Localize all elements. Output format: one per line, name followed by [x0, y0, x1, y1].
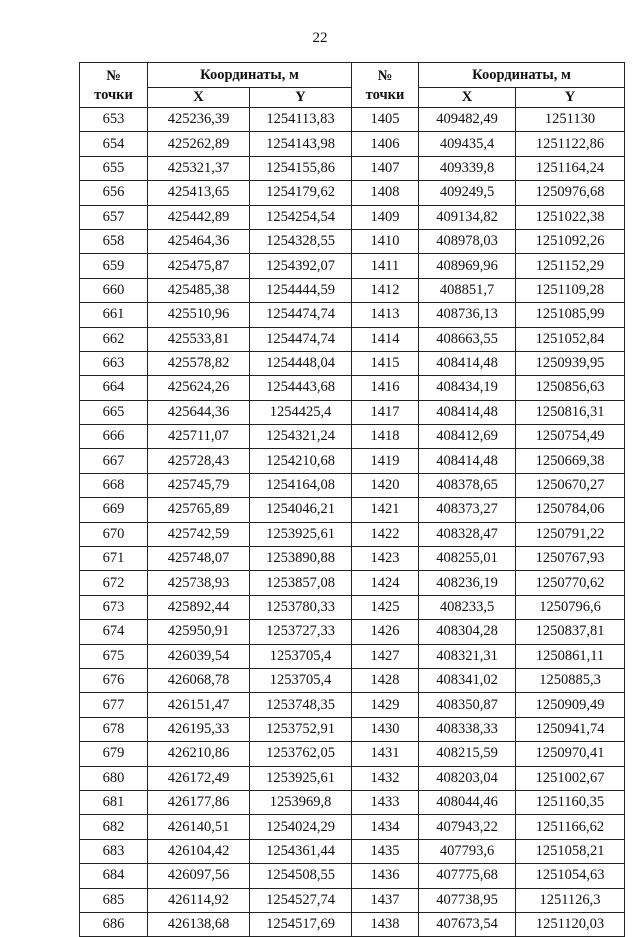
x-coordinate-left: 425236,39	[148, 108, 250, 132]
point-number-right: 1429	[352, 693, 419, 717]
x-coordinate-right: 407943,22	[419, 815, 516, 839]
point-number-left: 663	[80, 351, 148, 375]
y-coordinate-right: 1250861,11	[516, 644, 625, 668]
y-coordinate-right: 1251152,29	[516, 254, 625, 278]
table-row	[80, 912, 625, 936]
point-number-right: 1417	[352, 400, 419, 424]
y-coordinate-left: 1253925,61	[250, 766, 352, 790]
x-coordinate-right: 408373,27	[419, 498, 516, 522]
y-coordinate-left: 1254143,98	[250, 132, 352, 156]
x-coordinate-right: 409435,4	[419, 132, 516, 156]
x-coordinate-left: 425413,65	[148, 181, 250, 205]
point-number-left: 653	[80, 108, 148, 132]
point-number-right: 1409	[352, 205, 419, 229]
x-coordinate-left: 426172,49	[148, 766, 250, 790]
x-header-left: X	[148, 88, 250, 108]
x-coordinate-right: 408304,28	[419, 620, 516, 644]
y-coordinate-left: 1254474,74	[250, 303, 352, 327]
coordinates-table	[79, 62, 625, 937]
point-number-right: 1430	[352, 717, 419, 741]
x-coordinate-left: 426104,42	[148, 839, 250, 863]
x-coordinate-right: 408044,46	[419, 790, 516, 814]
table-row	[80, 620, 625, 644]
table-row	[80, 644, 625, 668]
table-row	[80, 254, 625, 278]
x-coordinate-right: 408255,01	[419, 547, 516, 571]
point-number-right: 1414	[352, 327, 419, 351]
y-coordinate-left: 1254254,54	[250, 205, 352, 229]
point-number-right: 1424	[352, 571, 419, 595]
point-number-left: 678	[80, 717, 148, 741]
y-coordinate-right: 1251120,03	[516, 912, 625, 936]
table-row	[80, 790, 625, 814]
point-number-left: 677	[80, 693, 148, 717]
x-coordinate-left: 425765,89	[148, 498, 250, 522]
x-coordinate-left: 425464,36	[148, 229, 250, 253]
x-coordinate-left: 426151,47	[148, 693, 250, 717]
point-number-left: 670	[80, 522, 148, 546]
table-row	[80, 766, 625, 790]
point-number-left: 672	[80, 571, 148, 595]
point-number-left: 656	[80, 181, 148, 205]
point-number-right: 1420	[352, 473, 419, 497]
x-coordinate-right: 407738,95	[419, 888, 516, 912]
point-number-left: 674	[80, 620, 148, 644]
x-coordinate-right: 409482,49	[419, 108, 516, 132]
y-coordinate-left: 1254024,29	[250, 815, 352, 839]
point-number-left: 655	[80, 156, 148, 180]
coordinates-header-left: Координаты, м	[148, 63, 352, 88]
y-coordinate-left: 1254474,74	[250, 327, 352, 351]
point-number-right: 1412	[352, 278, 419, 302]
x-coordinate-left: 426068,78	[148, 668, 250, 692]
table-row	[80, 278, 625, 302]
point-number-left: 686	[80, 912, 148, 936]
table-row	[80, 668, 625, 692]
x-coordinate-left: 425748,07	[148, 547, 250, 571]
point-number-left: 666	[80, 425, 148, 449]
point-number-left: 668	[80, 473, 148, 497]
x-coordinate-right: 407775,68	[419, 864, 516, 888]
y-coordinate-left: 1254113,83	[250, 108, 352, 132]
x-coordinate-left: 425711,07	[148, 425, 250, 449]
table-row	[80, 229, 625, 253]
point-number-right: 1407	[352, 156, 419, 180]
y-coordinate-left: 1254321,24	[250, 425, 352, 449]
point-number-left: 679	[80, 742, 148, 766]
table-row	[80, 108, 625, 132]
y-coordinate-left: 1254179,62	[250, 181, 352, 205]
y-coordinate-right: 1251022,38	[516, 205, 625, 229]
table-row	[80, 888, 625, 912]
y-coordinate-right: 1251130	[516, 108, 625, 132]
y-coordinate-right: 1250770,62	[516, 571, 625, 595]
table-row	[80, 693, 625, 717]
point-number-right: 1433	[352, 790, 419, 814]
point-number-left: 665	[80, 400, 148, 424]
x-coordinate-left: 425644,36	[148, 400, 250, 424]
point-number-right: 1438	[352, 912, 419, 936]
point-number-right: 1415	[352, 351, 419, 375]
x-coordinate-right: 408233,5	[419, 595, 516, 619]
table-row	[80, 839, 625, 863]
y-coordinate-left: 1254508,55	[250, 864, 352, 888]
x-coordinate-right: 408328,47	[419, 522, 516, 546]
y-coordinate-left: 1254392,07	[250, 254, 352, 278]
table-row	[80, 815, 625, 839]
x-coordinate-right: 408338,33	[419, 717, 516, 741]
y-coordinate-left: 1253748,35	[250, 693, 352, 717]
page-number: 22	[312, 30, 328, 46]
table-row	[80, 303, 625, 327]
y-coordinate-right: 1251126,3	[516, 888, 625, 912]
y-coordinate-right: 1250885,3	[516, 668, 625, 692]
point-number-left: 659	[80, 254, 148, 278]
point-number-right: 1432	[352, 766, 419, 790]
point-number-right: 1428	[352, 668, 419, 692]
point-number-left: 657	[80, 205, 148, 229]
x-coordinate-right: 408414,48	[419, 449, 516, 473]
point-number-left: 669	[80, 498, 148, 522]
x-coordinate-right: 407793,6	[419, 839, 516, 863]
y-coordinate-right: 1251002,67	[516, 766, 625, 790]
x-coordinate-left: 426039,54	[148, 644, 250, 668]
point-label: точки	[94, 87, 133, 103]
x-coordinate-right: 408978,03	[419, 229, 516, 253]
x-coordinate-right: 408434,19	[419, 376, 516, 400]
y-coordinate-right: 1251164,24	[516, 156, 625, 180]
point-number-right: 1431	[352, 742, 419, 766]
y-coordinate-right: 1251122,86	[516, 132, 625, 156]
point-number-right: 1421	[352, 498, 419, 522]
y-coordinate-left: 1253890,88	[250, 547, 352, 571]
y-coordinate-left: 1254328,55	[250, 229, 352, 253]
y-coordinate-left: 1253780,33	[250, 595, 352, 619]
point-number-right: 1406	[352, 132, 419, 156]
point-number-right: 1405	[352, 108, 419, 132]
x-coordinate-left: 426195,33	[148, 717, 250, 741]
x-coordinate-left: 425950,91	[148, 620, 250, 644]
x-coordinate-left: 426177,86	[148, 790, 250, 814]
y-coordinate-right: 1250754,49	[516, 425, 625, 449]
point-number-left: 682	[80, 815, 148, 839]
coordinates-header-right: Координаты, м	[419, 63, 625, 88]
y-coordinate-right: 1251160,35	[516, 790, 625, 814]
x-coordinate-right: 408350,87	[419, 693, 516, 717]
x-coordinate-left: 425533,81	[148, 327, 250, 351]
y-coordinate-right: 1251052,84	[516, 327, 625, 351]
x-coordinate-left: 425728,43	[148, 449, 250, 473]
x-coordinate-right: 408851,7	[419, 278, 516, 302]
x-coordinate-left: 425510,96	[148, 303, 250, 327]
table-row	[80, 571, 625, 595]
y-coordinate-right: 1251109,28	[516, 278, 625, 302]
x-coordinate-right: 409249,5	[419, 181, 516, 205]
point-number-left: 658	[80, 229, 148, 253]
table-row	[80, 156, 625, 180]
y-coordinate-right: 1250976,68	[516, 181, 625, 205]
y-coordinate-left: 1254517,69	[250, 912, 352, 936]
point-number-right: 1413	[352, 303, 419, 327]
y-coordinate-left: 1253752,91	[250, 717, 352, 741]
table-body	[80, 108, 625, 937]
y-coordinate-right: 1251058,21	[516, 839, 625, 863]
point-number-left: 660	[80, 278, 148, 302]
x-coordinate-left: 426114,92	[148, 888, 250, 912]
x-coordinate-left: 425745,79	[148, 473, 250, 497]
x-coordinate-right: 408321,31	[419, 644, 516, 668]
y-coordinate-right: 1250909,49	[516, 693, 625, 717]
x-coordinate-right: 408215,59	[419, 742, 516, 766]
x-coordinate-right: 408414,48	[419, 351, 516, 375]
point-number-right: 1434	[352, 815, 419, 839]
point-number-header-right	[352, 63, 419, 108]
table-row	[80, 473, 625, 497]
x-coordinate-right: 408969,96	[419, 254, 516, 278]
table-row	[80, 205, 625, 229]
y-coordinate-right: 1250796,6	[516, 595, 625, 619]
x-coordinate-right: 408663,55	[419, 327, 516, 351]
point-number-left: 684	[80, 864, 148, 888]
point-number-header-left	[80, 63, 148, 108]
x-coordinate-left: 425738,93	[148, 571, 250, 595]
x-coordinate-right: 408236,19	[419, 571, 516, 595]
y-coordinate-right: 1250784,06	[516, 498, 625, 522]
point-number-right: 1437	[352, 888, 419, 912]
point-number-left: 662	[80, 327, 148, 351]
point-number-left: 680	[80, 766, 148, 790]
y-coordinate-right: 1250767,93	[516, 547, 625, 571]
point-number-left: 683	[80, 839, 148, 863]
point-number-right: 1410	[352, 229, 419, 253]
x-coordinate-left: 425624,26	[148, 376, 250, 400]
y-coordinate-left: 1253727,33	[250, 620, 352, 644]
x-coordinate-right: 408341,02	[419, 668, 516, 692]
table-row	[80, 132, 625, 156]
y-coordinate-right: 1250856,63	[516, 376, 625, 400]
x-coordinate-left: 425442,89	[148, 205, 250, 229]
point-number-left: 654	[80, 132, 148, 156]
x-header-right: X	[419, 88, 516, 108]
point-number-right: 1426	[352, 620, 419, 644]
y-coordinate-left: 1254443,68	[250, 376, 352, 400]
y-header-left: Y	[250, 88, 352, 108]
point-number-left: 667	[80, 449, 148, 473]
y-coordinate-right: 1250669,38	[516, 449, 625, 473]
y-coordinate-right: 1250670,27	[516, 473, 625, 497]
point-number-left: 671	[80, 547, 148, 571]
point-number-left: 664	[80, 376, 148, 400]
y-coordinate-left: 1254527,74	[250, 888, 352, 912]
point-number-right: 1408	[352, 181, 419, 205]
point-number-right: 1435	[352, 839, 419, 863]
point-number-right: 1436	[352, 864, 419, 888]
point-number-right: 1416	[352, 376, 419, 400]
y-coordinate-left: 1253925,61	[250, 522, 352, 546]
y-coordinate-left: 1254361,44	[250, 839, 352, 863]
y-coordinate-right: 1250939,95	[516, 351, 625, 375]
number-sign: №	[377, 68, 393, 84]
point-number-left: 673	[80, 595, 148, 619]
x-coordinate-left: 426097,56	[148, 864, 250, 888]
x-coordinate-left: 426138,68	[148, 912, 250, 936]
y-coordinate-left: 1253857,08	[250, 571, 352, 595]
point-number-right: 1423	[352, 547, 419, 571]
table-row	[80, 717, 625, 741]
x-coordinate-right: 408412,69	[419, 425, 516, 449]
y-coordinate-left: 1254425,4	[250, 400, 352, 424]
y-coordinate-left: 1253705,4	[250, 644, 352, 668]
table-row	[80, 327, 625, 351]
point-number-right: 1411	[352, 254, 419, 278]
table-row	[80, 425, 625, 449]
table-row	[80, 376, 625, 400]
y-coordinate-right: 1251054,63	[516, 864, 625, 888]
y-coordinate-right: 1250970,41	[516, 742, 625, 766]
point-number-left: 675	[80, 644, 148, 668]
x-coordinate-right: 408736,13	[419, 303, 516, 327]
x-coordinate-left: 426140,51	[148, 815, 250, 839]
table-row	[80, 400, 625, 424]
y-coordinate-right: 1250791,22	[516, 522, 625, 546]
x-coordinate-right: 408378,65	[419, 473, 516, 497]
table-row	[80, 181, 625, 205]
y-coordinate-left: 1254448,04	[250, 351, 352, 375]
table-row	[80, 547, 625, 571]
y-coordinate-left: 1254164,08	[250, 473, 352, 497]
y-coordinate-right: 1250816,31	[516, 400, 625, 424]
y-coordinate-left: 1253969,8	[250, 790, 352, 814]
point-number-right: 1418	[352, 425, 419, 449]
y-coordinate-right: 1251092,26	[516, 229, 625, 253]
x-coordinate-right: 408203,04	[419, 766, 516, 790]
point-number-right: 1427	[352, 644, 419, 668]
y-coordinate-left: 1253705,4	[250, 668, 352, 692]
table-row	[80, 864, 625, 888]
y-coordinate-left: 1254210,68	[250, 449, 352, 473]
x-coordinate-right: 408414,48	[419, 400, 516, 424]
x-coordinate-right: 407673,54	[419, 912, 516, 936]
y-coordinate-left: 1254155,86	[250, 156, 352, 180]
y-coordinate-right: 1250941,74	[516, 717, 625, 741]
point-label: точки	[365, 87, 405, 103]
table-row	[80, 595, 625, 619]
point-number-left: 661	[80, 303, 148, 327]
x-coordinate-right: 409339,8	[419, 156, 516, 180]
point-number-left: 676	[80, 668, 148, 692]
point-number-right: 1422	[352, 522, 419, 546]
x-coordinate-left: 425578,82	[148, 351, 250, 375]
x-coordinate-left: 425475,87	[148, 254, 250, 278]
x-coordinate-left: 425742,59	[148, 522, 250, 546]
point-number-left: 681	[80, 790, 148, 814]
table-row	[80, 351, 625, 375]
x-coordinate-left: 425262,89	[148, 132, 250, 156]
point-number-right: 1425	[352, 595, 419, 619]
y-coordinate-left: 1254444,59	[250, 278, 352, 302]
y-coordinate-right: 1251166,62	[516, 815, 625, 839]
table-row	[80, 498, 625, 522]
x-coordinate-right: 409134,82	[419, 205, 516, 229]
y-header-right: Y	[516, 88, 625, 108]
y-coordinate-right: 1250837,81	[516, 620, 625, 644]
y-coordinate-left: 1253762,05	[250, 742, 352, 766]
x-coordinate-left: 426210,86	[148, 742, 250, 766]
point-number-left: 685	[80, 888, 148, 912]
y-coordinate-right: 1251085,99	[516, 303, 625, 327]
x-coordinate-left: 425485,38	[148, 278, 250, 302]
table-row	[80, 742, 625, 766]
x-coordinate-left: 425892,44	[148, 595, 250, 619]
table-row	[80, 522, 625, 546]
y-coordinate-left: 1254046,21	[250, 498, 352, 522]
x-coordinate-left: 425321,37	[148, 156, 250, 180]
point-number-right: 1419	[352, 449, 419, 473]
table-row	[80, 449, 625, 473]
number-sign: №	[106, 68, 121, 84]
